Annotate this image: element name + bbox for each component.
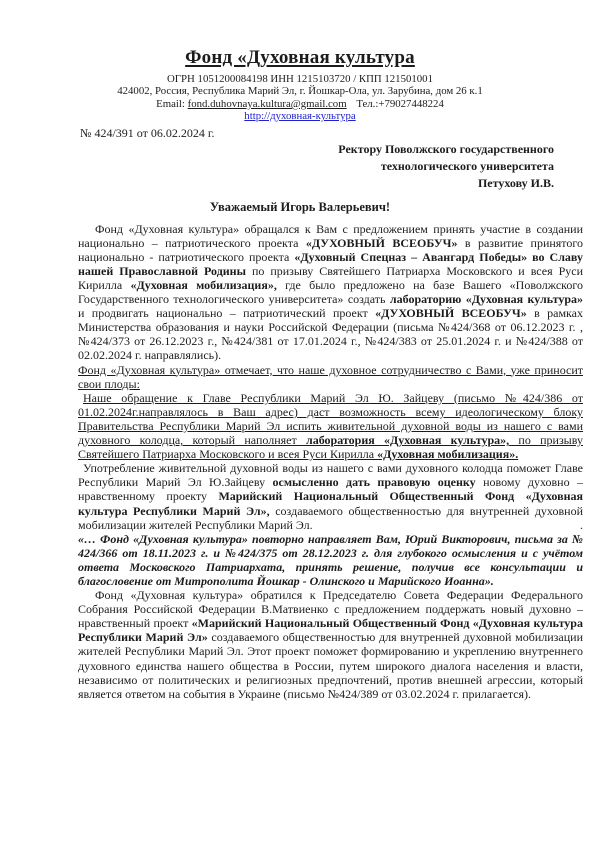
paragraph-1 <box>78 222 583 363</box>
text-run: «Духовная мобилизация», <box>130 278 277 292</box>
text-run: «… Фонд «Духовная культура» повторно направляет Вам, Юрий Викторович, письма за № 424/366 от 18.11.2023 г. и №424/375 от 28.12.2023 г. для глубокого осмысления и с учётом ответа Московского Патриархата, принять решение, получив все консультации и благословение от Митрополита Йошкар - Олинского и Марийского Иоанна». <box>78 531 583 588</box>
text-run: где было предложено на базе Вашего «Поволжского Государственного технологического университета» создать <box>78 278 584 307</box>
text-run: лабораторию «Духовная культура» <box>389 292 583 307</box>
email-link[interactable]: fond.duhovnaya.kultura@gmail.com <box>187 97 347 110</box>
text-run: создаваемого общественностью для внутренней духовной мобилизации жителей Республики Марий Эл. Этот проект поможет формированию и укреплению внутреннего духовного единства нашего общества в России, путем широкого диалога населения и власти, независимо от политических и религиозных предпочтений, против внешней агрессии, который является ответом на события в Украине (письмо №424/389 от 03.02.2024 г. прилагается). <box>78 630 583 701</box>
text-run: лаборатория «Духовная культура», <box>305 433 510 448</box>
text-run: Фонд «Духовная культура» обращался к Вам с предложением принять участие в создании национально – патриотического проекта <box>78 221 583 250</box>
recipient-line-1: Ректору Поволжского государственного <box>338 141 554 156</box>
text-run: «Духовная мобилизация». <box>377 447 519 462</box>
paragraph-6 <box>78 588 583 701</box>
paragraph-4 <box>78 461 583 531</box>
text-run: в развитие принятого национально - патриотического проекта <box>78 235 584 264</box>
org-contact-line <box>0 98 600 110</box>
text-run: и продвигать национально – патриотический проект <box>78 306 376 321</box>
paragraph-3 <box>78 391 583 461</box>
reference-number: № 424/391 от 06.02.2024 г. <box>80 125 215 140</box>
text-run: «Духовный Спецназ – Авангард Победы» во Славу нашей Православной Родины <box>78 249 583 278</box>
text-run: Фонд «Духовная культура» отмечает, что наше духовное сотрудничество с Вами, уже приносит свои плоды: <box>78 362 583 391</box>
text-run: «Марийский Национальный Общественный Фонд «Духовная культура Республики Марий Эл» <box>78 616 583 645</box>
recipient-block <box>0 141 554 192</box>
text-run: Марийский Национальный Общественный Фонд «Духовная культура Республики Марий Эл», <box>78 489 584 518</box>
email-label: Email: <box>156 97 185 110</box>
paragraph-5 <box>78 532 583 588</box>
paragraph-2 <box>78 363 583 391</box>
text-run: создаваемого общественностью для внутренней духовной мобилизации жителей Республики Марий Эл. <box>78 503 583 532</box>
org-reg-line: ОГРН 1051200084198 ИНН 1215103720 / КПП 121501001 <box>167 73 433 85</box>
text-run: по призыву Святейшего Патриарха Московского и всея Руси Кирилла <box>78 263 584 292</box>
letter-body <box>78 222 583 701</box>
org-title: Фонд «Духовная культура <box>185 47 415 68</box>
text-run: «ДУХОВНЫЙ ВСЕОБУЧ» <box>305 235 458 250</box>
org-website-line <box>0 110 600 122</box>
salutation: Уважаемый Игорь Валерьевич! <box>209 199 391 214</box>
text-run: Употребление живительной духовной воды из нашего с вами духовного колодца поможет Главе Республики Марий Эл Ю.Зайцеву <box>78 461 583 490</box>
recipient-line-2: технологического университета <box>380 158 554 173</box>
text-run: новому духовно – нравственному проекту <box>78 475 584 504</box>
website-link[interactable]: http://духовная-культура <box>244 110 356 123</box>
text-run: «ДУХОВНЫЙ ВСЕОБУЧ» <box>375 306 527 321</box>
text-run: . <box>580 517 583 532</box>
letterhead <box>0 0 600 123</box>
text-run: осмысленно дать правовую оценку <box>272 475 476 490</box>
text-run: Наше обращение к Главе Республики Марий Эл Ю. Зайцеву (письмо №424/386 от 01.02.2024г.направлялось в Ваш адрес) даст возможность всему идеологическому блоку Правительства Республики Марий Эл испить живительной духовной воды из нашего с вами духовного колодца, который наполняет <box>78 390 583 448</box>
text-run: Фонд «Духовная культура» обратился к Председателю Совета Федерации Федерального Собрания Российской Федерации В.Матвиенко с предложением поддержать новый духовно – нравственный проект <box>78 588 583 631</box>
recipient-line-3: Петухову И.В. <box>477 175 554 190</box>
text-run: по призыву Святейшего Патриарха Московского и всея Руси Кирилла <box>78 433 583 462</box>
text-run: в рамках Министерства образования и науки Российской Федерации (письма №424/368 от 06.12.2023 г. , №424/373 от 26.12.2023 г., №424/381 от 17.01.2024 г., №424/383 от 25.01.2024 г. и №424/388 от 02.02.2024 г. направлялись). <box>78 306 584 363</box>
org-address-line: 424002, Россия, Республика Марий Эл, г. Йошкар-Ола, ул. Зарубина, дом 26 к.1 <box>117 85 483 98</box>
phone-number: Тел.:+79027448224 <box>356 97 444 110</box>
